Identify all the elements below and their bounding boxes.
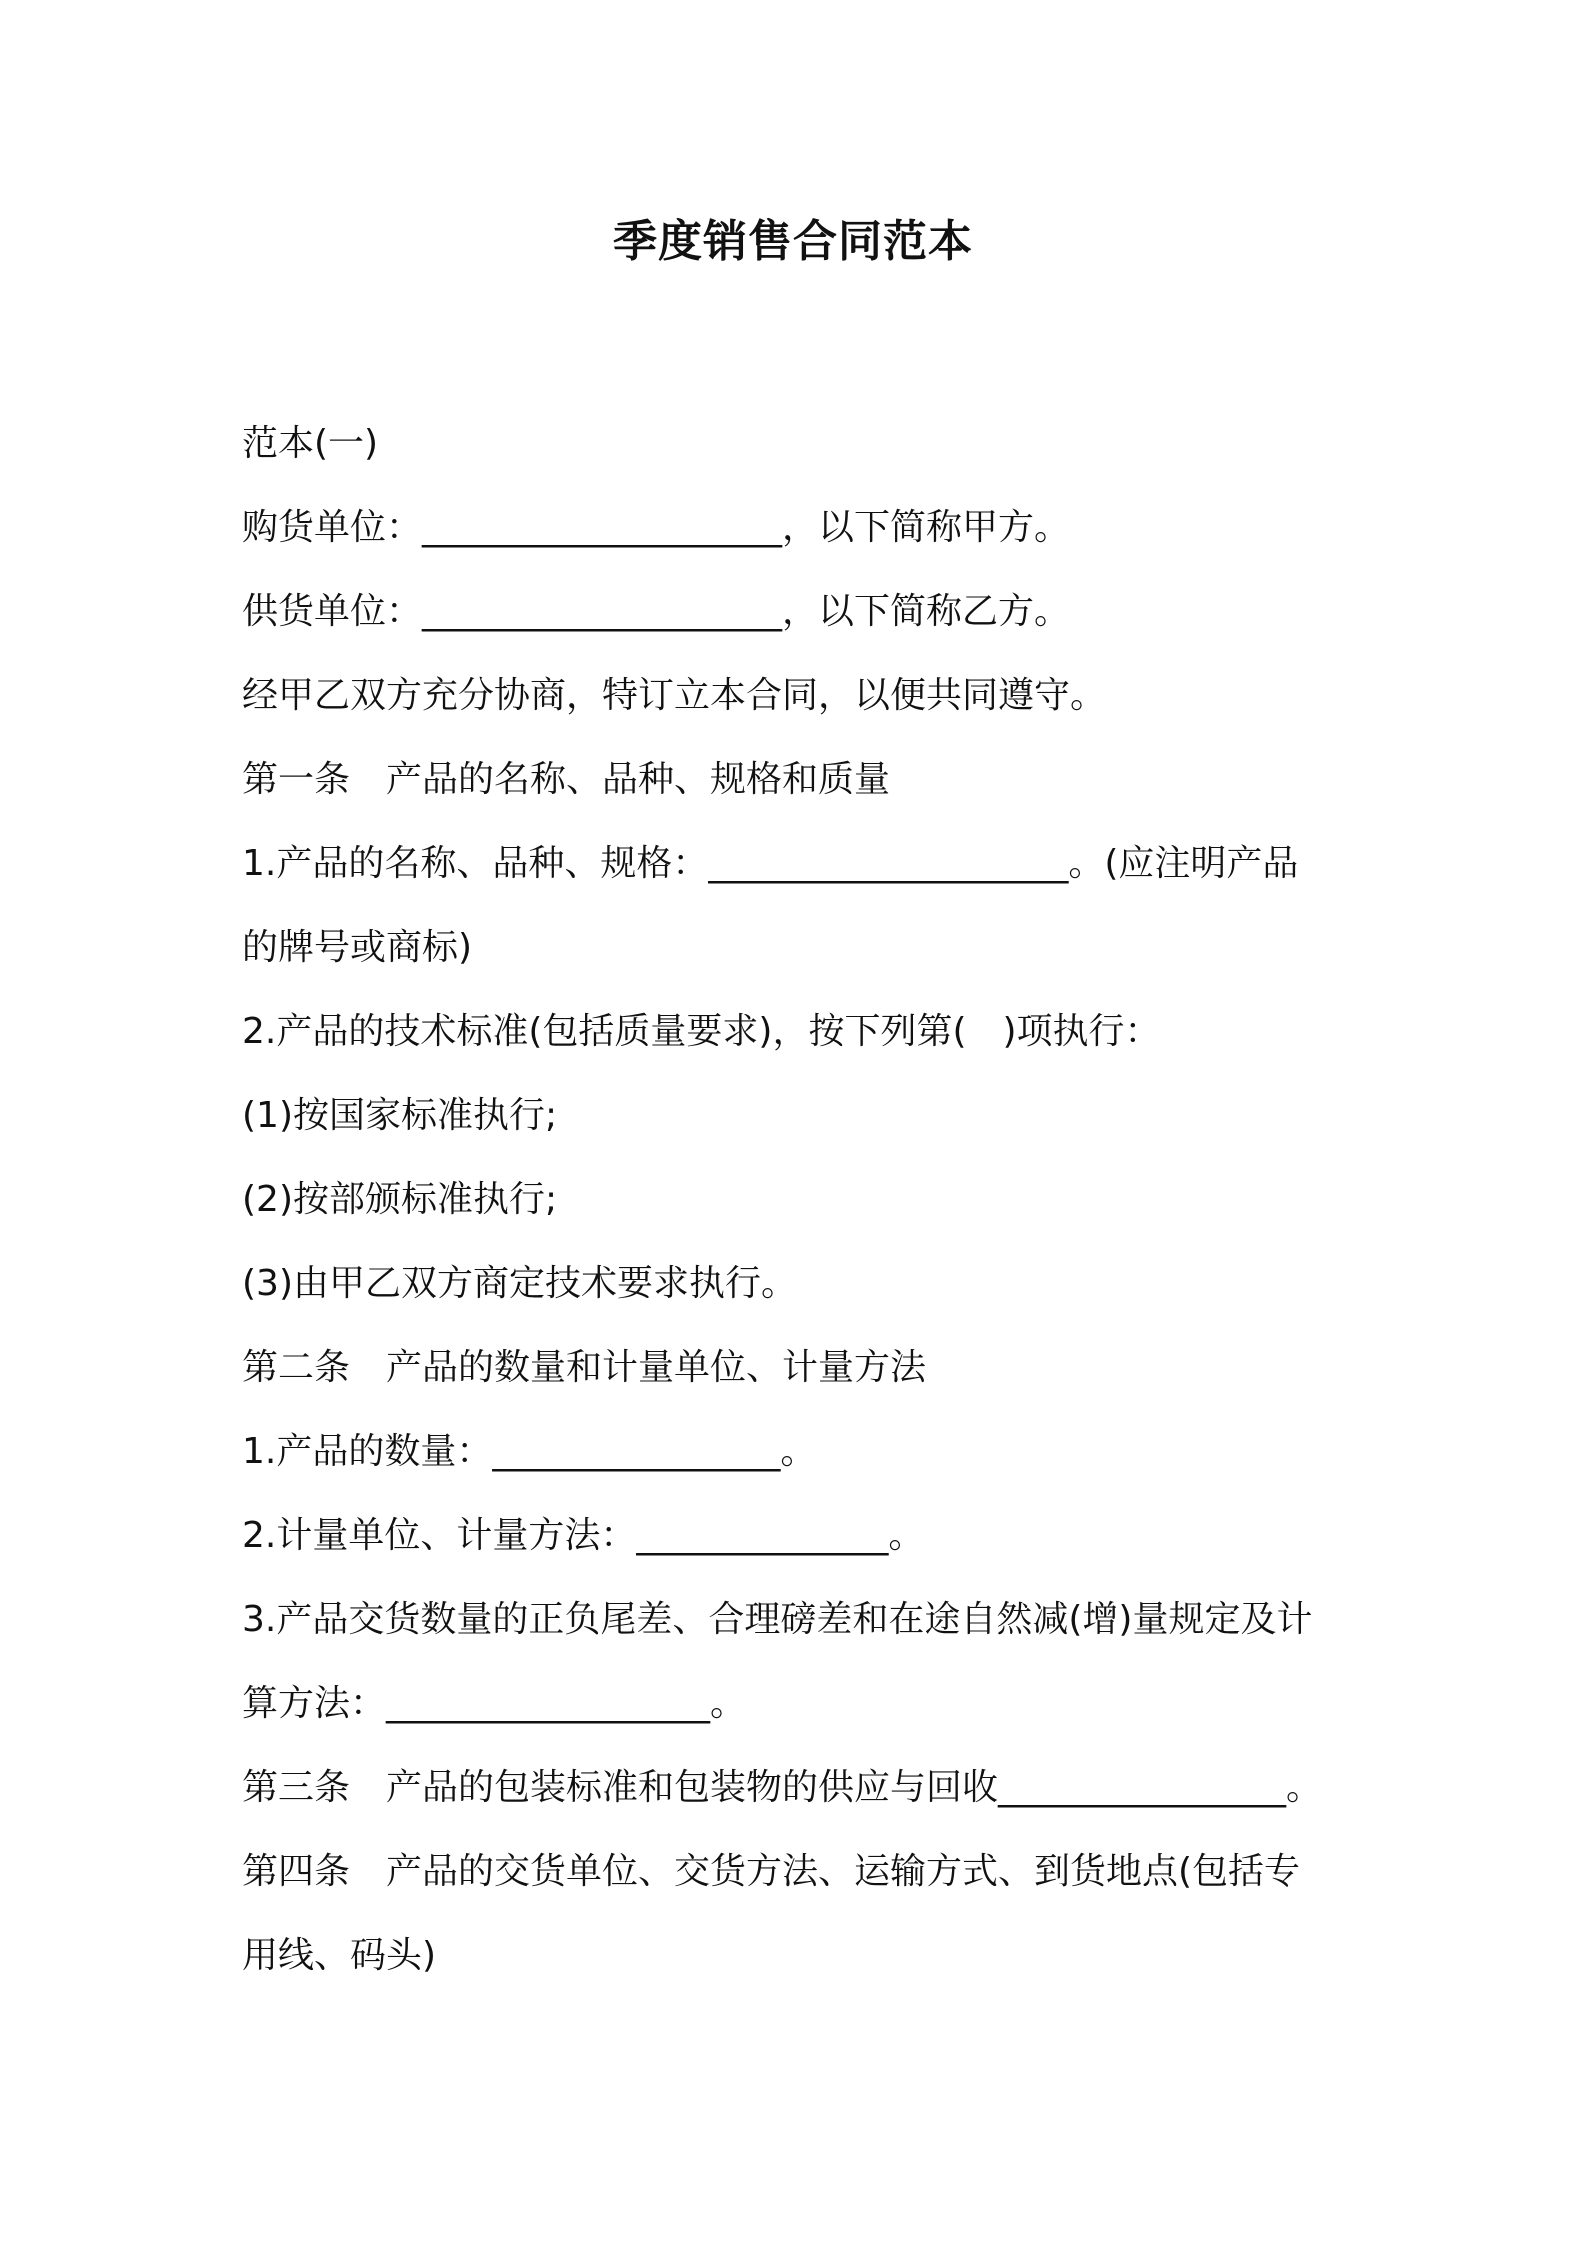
paragraph-line: 2.计量单位、计量方法：______________。	[242, 1515, 925, 1556]
paragraph-line: 1.产品的数量：________________。	[242, 1431, 817, 1472]
paragraph-line: (2)按部颁标准执行;	[242, 1179, 558, 1220]
paragraph-line: 1.产品的名称、品种、规格：____________________。(应注明产品	[242, 843, 1299, 884]
paragraph-line: 2.产品的技术标准(包括质量要求)，按下列第( )项执行：	[242, 1011, 1161, 1052]
paragraph-line: 第一条 产品的名称、品种、规格和质量	[242, 759, 891, 800]
paragraph-line: 经甲乙双方充分协商，特订立本合同，以便共同遵守。	[242, 675, 1107, 716]
document-title: 季度销售合同范本	[613, 216, 973, 267]
paragraph-line: 第三条 产品的包装标准和包装物的供应与回收________________。	[242, 1767, 1323, 1808]
paragraph-line: 购货单位：____________________，以下简称甲方。	[242, 507, 1071, 548]
paragraph-line: 算方法：__________________。	[242, 1683, 747, 1724]
paragraph-line: (3)由甲乙双方商定技术要求执行。	[242, 1263, 797, 1304]
document-body	[242, 402, 1352, 1998]
paragraph-line: 用线、码头)	[242, 1935, 437, 1976]
paragraph-line: (1)按国家标准执行;	[242, 1095, 558, 1136]
paragraph-line: 的牌号或商标)	[242, 927, 473, 968]
paragraph-line: 范本(一)	[242, 423, 379, 464]
paragraph-line: 第四条 产品的交货单位、交货方法、运输方式、到货地点(包括专	[242, 1851, 1301, 1892]
paragraph-line: 3.产品交货数量的正负尾差、合理磅差和在途自然减(增)量规定及计	[242, 1599, 1313, 1640]
paragraph-line: 供货单位：____________________，以下简称乙方。	[242, 591, 1071, 632]
paragraph-line: 第二条 产品的数量和计量单位、计量方法	[242, 1347, 927, 1388]
